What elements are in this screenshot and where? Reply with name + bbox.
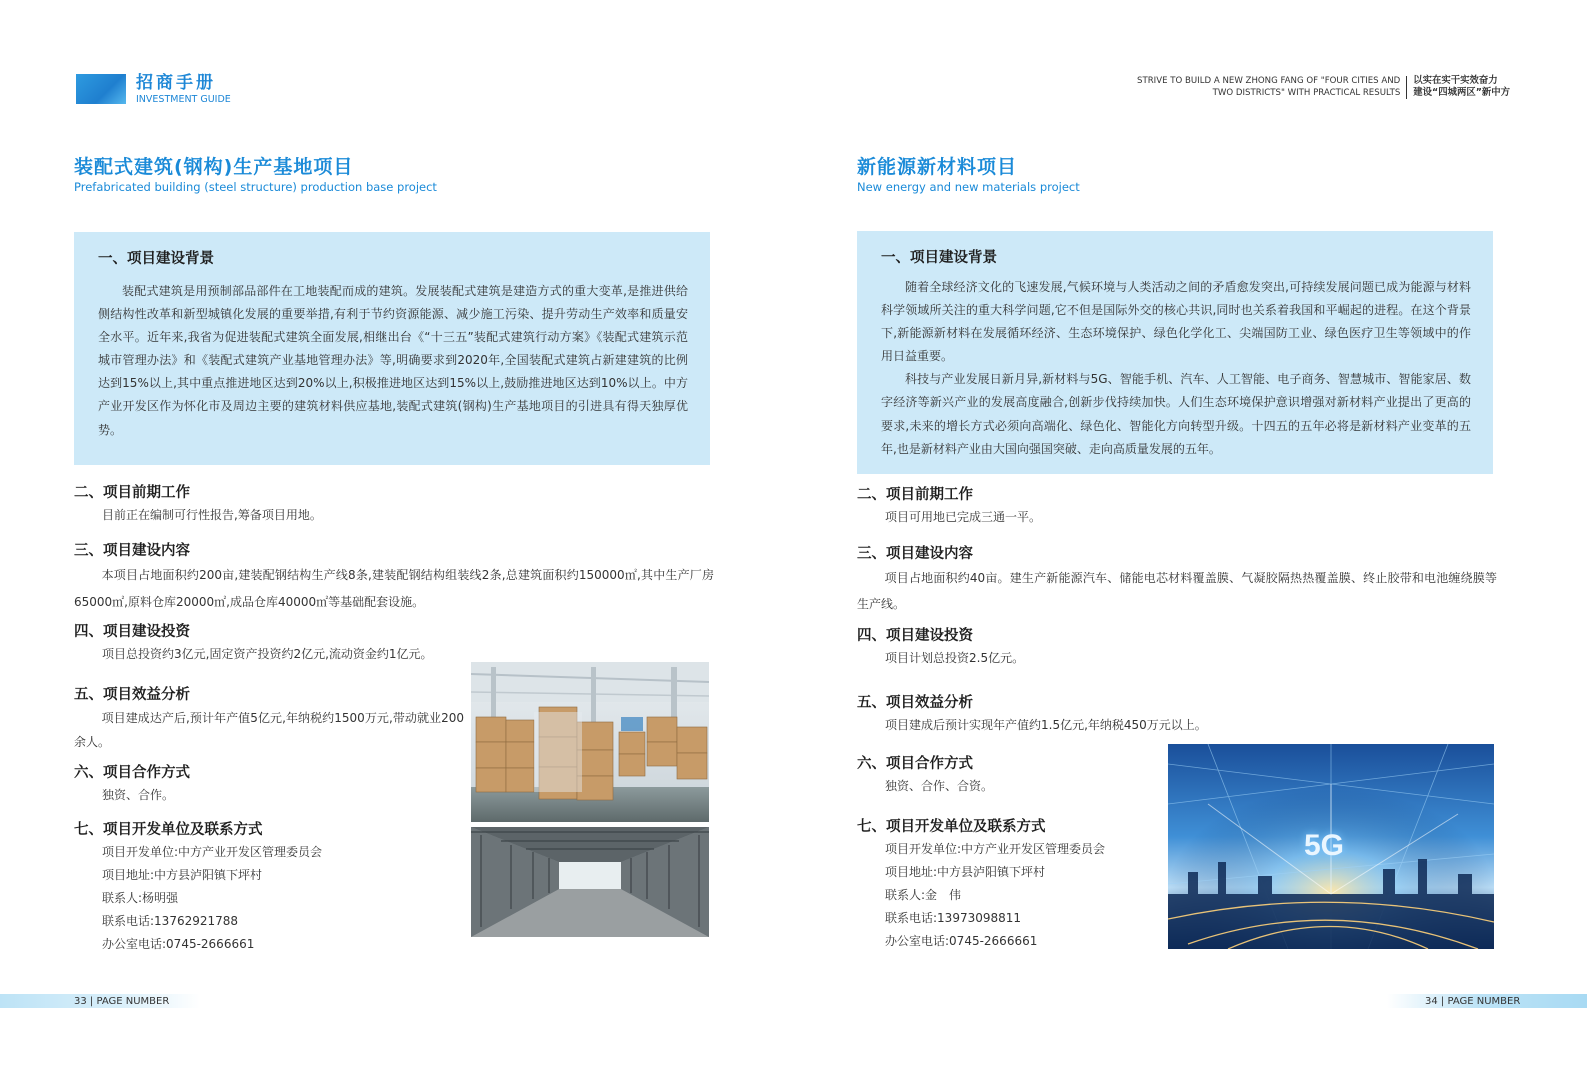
right-section-4-body: 项目计划总投资2.5亿元。 <box>885 651 1025 665</box>
slogan-divider <box>1406 76 1407 99</box>
left-section-6-heading: 六、项目合作方式 <box>74 765 190 781</box>
left-section-5 <box>74 684 464 754</box>
right-section-6-heading: 六、项目合作方式 <box>857 756 973 772</box>
slogan-cn-line-2: 建设“四城两区”新中方 <box>1413 87 1510 98</box>
slogan <box>1110 75 1510 99</box>
left-section-3 <box>74 540 714 616</box>
right-section-1-body-1: 随着全球经济文化的飞速发展,气候环境与人类活动之间的矛盾愈发突出,可持续发展问题已成为能源与材料科学领域所关注的重大科学问题,它不但是国际外交的核心共识,同时也关系着我国和平崛起的进程。在这个背景下,新能源新材料在发展循环经济、生态环境保护、绿色化学化工、尖端国防工业、绿色医疗卫生等领域中的作用日益重要。 <box>881 280 1471 364</box>
right-project-subtitle: New energy and new materials project <box>857 180 1080 194</box>
right-contact-phone: 联系电话:13973098811 <box>885 911 1022 925</box>
right-section-5 <box>857 692 1497 737</box>
right-contact-unit: 项目开发单位:中方产业开发区管理委员会 <box>885 842 1106 856</box>
slogan-en-line-1: STRIVE TO BUILD A NEW ZHONG FANG OF "FOUR CITIES AND <box>1137 76 1401 86</box>
5g-city-photo <box>1168 744 1494 949</box>
right-section-2 <box>857 484 1497 529</box>
right-section-1-body-2: 科技与产业发展日新月异,新材料与5G、智能手机、汽车、人工智能、电子商务、智慧城市、智能家居、数字经济等新兴产业的发展高度融合,创新步伐持续加快。人们生态环境保护意识增强对新材料产业提出了更高的要求,未来的增长方式必须向高端化、绿色化、智能化方向转型升级。十四五的五年必将是新材料产业变革的五年,也是新材料产业由大国向强国突破、走向高质量发展的五年。 <box>881 372 1471 456</box>
right-contact-address: 项目地址:中方县泸阳镇下坪村 <box>885 865 1046 879</box>
right-section-3-heading: 三、项目建设内容 <box>857 546 973 562</box>
left-section-5-body: 项目建成达产后,预计年产值5亿元,年纳税约1500万元,带动就业200余人。 <box>74 711 464 749</box>
right-contact-person: 联系人:金 伟 <box>885 888 962 902</box>
left-section-1-body: 装配式建筑是用预制部品部件在工地装配而成的建筑。发展装配式建筑是建造方式的重大变革,是推进供给侧结构性改革和新型城镇化发展的重要举措,有利于节约资源能源、减少施工污染、提升劳动生产效率和质量安全水平。近年来,我省为促进装配式建筑全面发展,相继出台《“十三五”装配式建筑行动方案》《装配式建筑示范城市管理办法》和《装配式建筑产业基地管理办法》等,明确要求到2020年,全国装配式建筑占新建建筑的比例达到15%以上,其中重点推进地区达到20%以上,积极推进地区达到15%以上,鼓励推进地区达到10%以上。中方产业开发区作为怀化市及周边主要的建筑材料供应基地,装配式建筑(钢构)生产基地项目的引进具有得天独厚优势。 <box>98 284 688 437</box>
right-section-2-body: 项目可用地已完成三通一平。 <box>885 510 1042 524</box>
left-project-subtitle: Prefabricated building (steel structure) production base project <box>74 180 437 194</box>
slogan-cn <box>1413 75 1510 99</box>
left-section-2-heading: 二、项目前期工作 <box>74 485 190 501</box>
left-background-box <box>74 232 710 465</box>
right-section-5-heading: 五、项目效益分析 <box>857 695 973 711</box>
right-section-4 <box>857 625 1497 670</box>
right-section-2-heading: 二、项目前期工作 <box>857 487 973 503</box>
brand-title-cn: 招商手册 <box>136 73 216 93</box>
right-section-3-body: 项目占地面积约40亩。建生产新能源汽车、储能电芯材料覆盖膜、气凝胶隔热热覆盖膜、终止胶带和电池缠绕膜等生产线。 <box>857 571 1497 611</box>
page-number-left: 33 | PAGE NUMBER <box>74 995 170 1007</box>
steel-hall-photo <box>471 827 709 937</box>
right-section-7-heading: 七、项目开发单位及联系方式 <box>857 819 1046 835</box>
left-section-3-heading: 三、项目建设内容 <box>74 543 190 559</box>
right-section-3 <box>857 543 1497 617</box>
footer-left <box>0 994 200 1008</box>
right-background-box <box>857 231 1493 474</box>
brand <box>76 74 231 106</box>
left-contact-person: 联系人:杨明强 <box>102 891 179 905</box>
brand-title-en: INVESTMENT GUIDE <box>136 94 231 105</box>
left-project-title: 装配式建筑(钢构)生产基地项目 <box>74 156 354 178</box>
left-contact-unit: 项目开发单位:中方产业开发区管理委员会 <box>102 845 323 859</box>
footer-right <box>1387 994 1587 1008</box>
slogan-en <box>1110 75 1400 99</box>
left-section-1-heading: 一、项目建设背景 <box>98 251 214 267</box>
right-page <box>857 155 1497 948</box>
left-contact-address: 项目地址:中方县泸阳镇下坪村 <box>102 868 263 882</box>
left-section-7-heading: 七、项目开发单位及联系方式 <box>74 822 263 838</box>
left-section-3-body: 本项目占地面积约200亩,建装配钢结构生产线8条,建装配钢结构组装线2条,总建筑面积约150000㎡,其中生产厂房65000㎡,原料仓库20000㎡,成品仓库40000㎡等基础配套设施。 <box>74 568 714 609</box>
warehouse-boxes-photo <box>471 662 709 822</box>
right-section-6-body: 独资、合作、合资。 <box>885 779 994 793</box>
left-section-4-body: 项目总投资约3亿元,固定资产投资约2亿元,流动资金约1亿元。 <box>102 647 433 661</box>
right-section-4-heading: 四、项目建设投资 <box>857 628 973 644</box>
5g-label: 5G <box>1304 829 1345 862</box>
left-contact-phone: 联系电话:13762921788 <box>102 914 239 928</box>
left-contact-office-phone: 办公室电话:0745-2666661 <box>102 937 255 951</box>
left-page <box>74 155 714 951</box>
left-section-2-body: 目前正在编制可行性报告,筹备项目用地。 <box>102 508 322 522</box>
right-contact-office-phone: 办公室电话:0745-2666661 <box>885 934 1038 948</box>
slogan-cn-line-1: 以实在实干实效奋力 <box>1413 75 1498 86</box>
right-section-5-body: 项目建成后预计实现年产值约1.5亿元,年纳税450万元以上。 <box>885 718 1207 732</box>
left-section-2 <box>74 482 714 527</box>
left-section-6-body: 独资、合作。 <box>102 788 175 802</box>
slogan-en-line-2: TWO DISTRICTS" WITH PRACTICAL RESULTS <box>1212 88 1401 98</box>
left-section-4-heading: 四、项目建设投资 <box>74 624 190 640</box>
brand-text <box>136 74 231 106</box>
page-number-right: 34 | PAGE NUMBER <box>1425 995 1521 1007</box>
right-section-1-heading: 一、项目建设背景 <box>881 250 997 266</box>
left-section-4 <box>74 621 714 666</box>
right-project-title: 新能源新材料项目 <box>857 156 1018 178</box>
left-section-5-heading: 五、项目效益分析 <box>74 687 190 703</box>
brand-logo-block <box>76 74 126 104</box>
